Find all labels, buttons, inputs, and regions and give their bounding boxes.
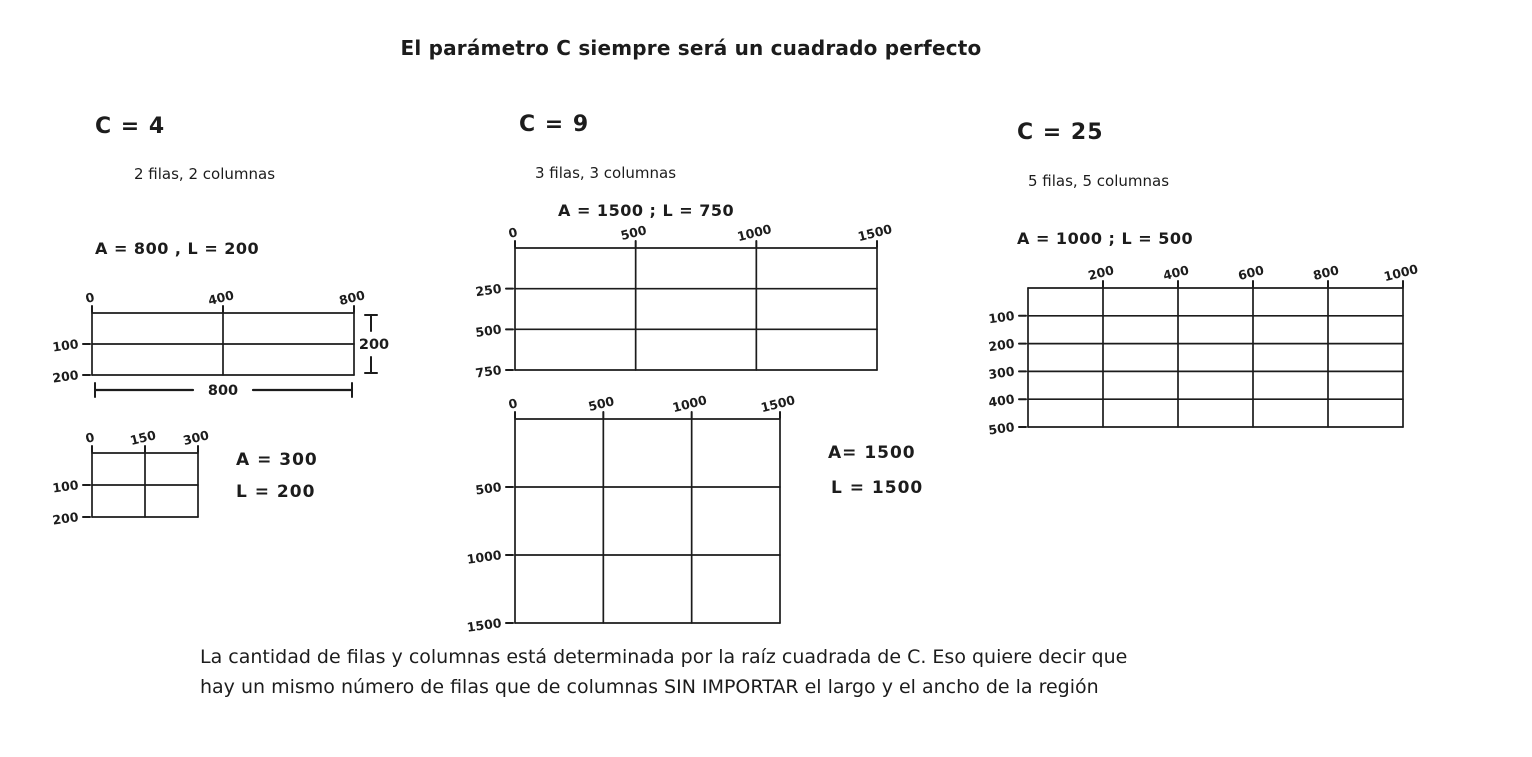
grid-c9-wide-svg: [467, 222, 927, 402]
axis-label: 0: [506, 395, 519, 412]
axis-label: 1000: [670, 393, 709, 416]
page-title: El parámetro C siempre será un cuadrado perfecto: [400, 36, 982, 60]
axis-label: 500: [987, 419, 1016, 438]
grid-c4-small: [44, 427, 248, 549]
axis-label: 150: [128, 427, 158, 449]
footer-line-2: hay un mismo número de filas que de columnas SIN IMPORTAR el largo y el ancho de la región: [200, 676, 1099, 698]
axis-label: 0: [506, 224, 519, 241]
c9-square-area-label: A= 1500: [828, 443, 916, 463]
axis-label: 400: [987, 391, 1016, 410]
section-c4-params: A = 800 , L = 200: [95, 239, 260, 258]
grid-c4-small-svg: [44, 427, 248, 549]
grid-c9-square-svg: [467, 393, 830, 655]
c9-square-length-label: L = 1500: [831, 478, 924, 498]
grid-c9-wide: [467, 222, 927, 402]
c4-small-length-label: L = 200: [236, 482, 316, 502]
axis-label: 100: [51, 336, 80, 355]
axis-label: 600: [1236, 262, 1266, 284]
section-c25-params: A = 1000 ; L = 500: [1017, 229, 1194, 248]
axis-label: 750: [474, 362, 503, 381]
axis-label: 100: [51, 477, 80, 496]
axis-label: 1000: [467, 547, 503, 567]
axis-label: 100: [987, 307, 1016, 327]
axis-label: 800: [1311, 262, 1341, 284]
axis-label: 800: [207, 383, 239, 399]
section-c9-params: A = 1500 ; L = 750: [558, 201, 735, 220]
axis-label: 200: [51, 367, 80, 386]
axis-label: 1000: [1382, 262, 1420, 285]
axis-label: 250: [474, 280, 503, 300]
grid-c25-svg: [980, 262, 1453, 459]
axis-label: 200: [358, 337, 390, 353]
section-c9-subheading: 3 filas, 3 columnas: [535, 164, 677, 182]
axis-label: 300: [987, 363, 1016, 383]
c4-small-area-label: A = 300: [236, 450, 318, 470]
section-c9-heading: C = 9: [519, 112, 590, 137]
grid-c25: [980, 262, 1453, 459]
section-c25-heading: C = 25: [1017, 120, 1104, 145]
footer-line-1: La cantidad de filas y columnas está determinada por la raíz cuadrada de C. Eso quiere decir que: [200, 646, 1128, 668]
axis-label: 400: [1161, 262, 1191, 284]
grid-c4-main-svg: [44, 287, 404, 407]
axis-label: 1500: [759, 393, 797, 416]
section-c4-subheading: 2 filas, 2 columnas: [134, 165, 276, 183]
axis-label: 500: [474, 479, 503, 498]
axis-label: 200: [51, 509, 80, 528]
grid-c9-square: [467, 393, 830, 655]
axis-label: 1500: [856, 222, 894, 245]
axis-label: 1000: [735, 222, 773, 245]
axis-label: 400: [206, 287, 236, 309]
axis-label: 200: [1086, 262, 1116, 284]
axis-label: 500: [619, 222, 649, 244]
axis-label: 0: [83, 429, 96, 446]
axis-label: 200: [987, 335, 1016, 355]
axis-label: 500: [474, 321, 503, 340]
grid-c4-main: [44, 287, 404, 407]
section-c25-subheading: 5 filas, 5 columnas: [1028, 172, 1170, 190]
axis-label: 1500: [467, 615, 503, 635]
axis-label: 300: [181, 427, 211, 449]
section-c4-heading: C = 4: [95, 114, 166, 139]
axis-label: 500: [586, 393, 616, 415]
axis-label: 0: [83, 289, 96, 306]
axis-label: 800: [337, 287, 367, 309]
